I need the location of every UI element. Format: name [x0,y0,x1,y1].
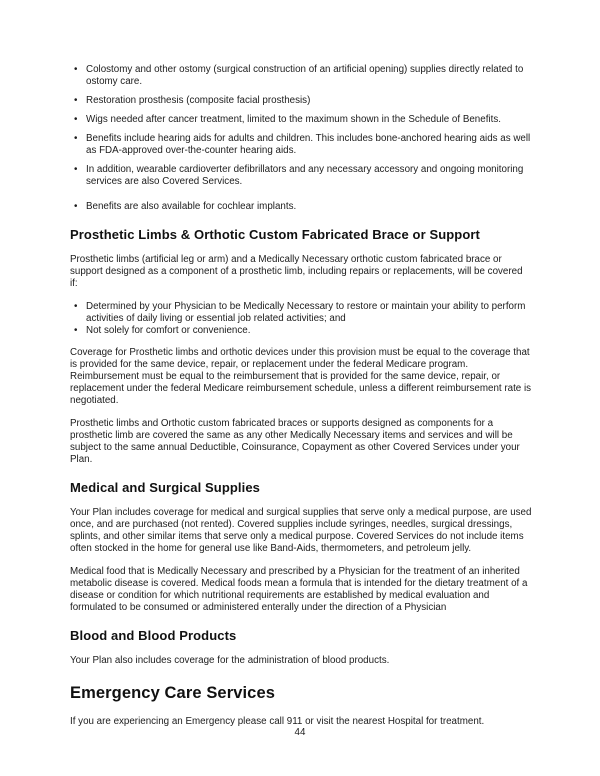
prosthetic-conditions-bullet-list [70,301,532,337]
prosthetic-paragraph-2: Coverage for Prosthetic limbs and orthotic devices under this provision must be equal to the coverage that is provided for the same device, repair, or replacement under the federal Medicare program. Reimbursement must be equal to the reimbursement that is provided for the same device, repair, or replacement under the federal Medicare reimbursement schedule, unless a different reimbursement rate is negotiated. [70,347,532,406]
section-heading-blood-products: Blood and Blood Products [70,628,237,643]
bullet-icon: • [74,64,78,75]
section-heading-emergency-care: Emergency Care Services [70,684,276,702]
medical-supplies-paragraph-2: Medical food that is Medically Necessary and prescribed by a Physician for the treatment of an inherited metabolic disease is covered. Medical foods mean a formula that is intended for the dietary treatment of a disease or condition for which nutritional requirements are established by medical evaluation and formulated to be consumed or administered enterally under the direction of a Physician [70,566,528,613]
page-number: 44 [294,727,306,738]
bullet-icon: • [74,114,78,125]
list-item-text: Benefits are also available for cochlear implants. [86,201,297,212]
list-item-text: Colostomy and other ostomy (surgical construction of an artificial opening) supplies directly related to ostomy care. [86,64,524,87]
list-item-text: Determined by your Physician to be Medically Necessary to restore or maintain your ability to perform activities of daily living or essential job related activities; and [86,301,526,324]
list-item [70,301,532,325]
bullet-icon: • [74,301,78,312]
section-heading-medical-surgical-supplies: Medical and Surgical Supplies [70,480,261,495]
list-item [70,114,532,126]
list-item-text: Not solely for comfort or convenience. [86,325,251,336]
bullet-icon: • [74,95,78,106]
section-heading-prosthetic-limbs: Prosthetic Limbs & Orthotic Custom Fabricated Brace or Support [70,227,480,242]
list-item [70,201,532,213]
prosthetic-paragraph-1: Prosthetic limbs (artificial leg or arm) and a Medically Necessary orthotic custom fabricated brace or support designed as a component of a prosthetic limb, including repairs or replacements, will be covered if: [70,254,523,289]
list-item-text: Benefits include hearing aids for adults and children. This includes bone-anchored hearing aids as well as FDA-approved over-the-counter hearing aids. [86,133,531,156]
prosthetic-paragraph-3: Prosthetic limbs and Orthotic custom fabricated braces or supports designed as components for a prosthetic limb are covered the same as any other Medically Necessary items and services and will be subject to the same annual Deductible, Coinsurance, Copayment as other Covered Services under your Plan. [70,418,520,465]
covered-items-bullet-list [70,64,532,213]
emergency-paragraph: If you are experiencing an Emergency please call 911 or visit the nearest Hospital for treatment. [70,716,485,727]
list-item [70,325,532,337]
list-item-text: Wigs needed after cancer treatment, limited to the maximum shown in the Schedule of Benefits. [86,114,501,125]
list-item-text: Restoration prosthesis (composite facial prosthesis) [86,95,311,106]
bullet-icon: • [74,201,78,212]
bullet-icon: • [74,133,78,144]
bullet-icon: • [74,325,78,336]
medical-supplies-paragraph-1: Your Plan includes coverage for medical and surgical supplies that serve only a medical purpose, are used once, and are purchased (not rented). Covered supplies include syringes, needles, surgical dressings, splints, and other similar items that serve only a medical purpose. Covered Services do not include items often stocked in the home for general use like Band-Aids, thermometers, and petroleum jelly. [70,507,532,554]
list-item [70,95,532,107]
blood-paragraph: Your Plan also includes coverage for the administration of blood products. [70,655,390,666]
bullet-icon: • [74,164,78,175]
list-item [70,133,532,157]
list-item [70,164,532,188]
list-item-text: In addition, wearable cardioverter defibrillators and any necessary accessory and ongoing monitoring services are also Covered Services. [86,164,524,187]
list-item [70,64,532,88]
